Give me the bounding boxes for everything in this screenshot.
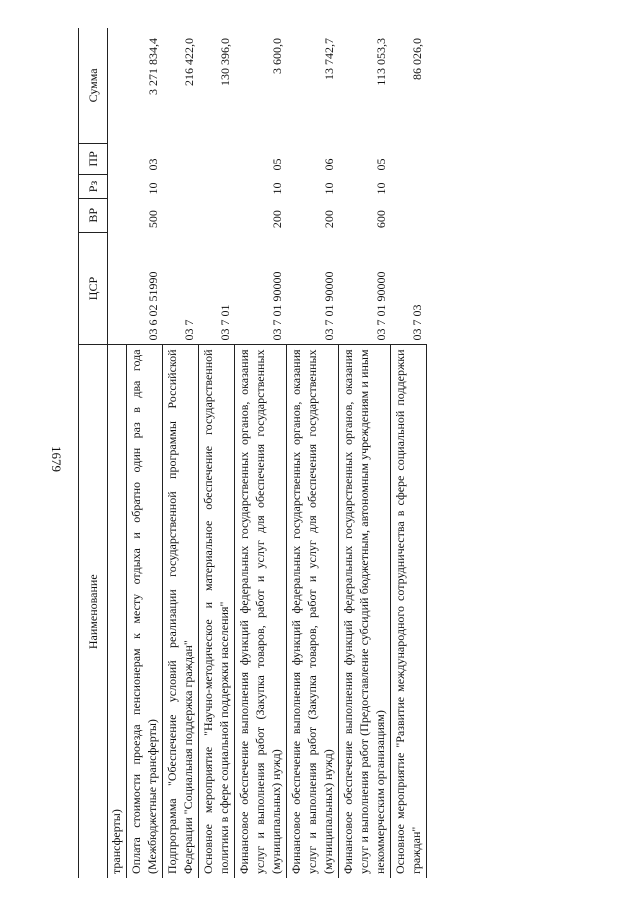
row-sum: 3 271 834,4 [145, 38, 160, 95]
row-name: Основное мероприятие "Развитие международного сотрудничества в сфере социальной поддержки граждан" [391, 345, 427, 878]
row-sum: 86 026,0 [409, 38, 424, 80]
row-pr [391, 143, 427, 174]
column-header-sum: Сумма [79, 28, 108, 143]
row-sum: 13 742,7 [321, 38, 336, 80]
row-sum [108, 28, 127, 143]
row-sum: 130 396,0 [217, 38, 232, 86]
row-vr: 500 [145, 210, 160, 229]
row-vr: 600 [373, 210, 388, 229]
column-header-name: Наименование [79, 345, 108, 878]
row-rz [108, 175, 127, 199]
row-pr [199, 143, 235, 174]
table-row [199, 28, 235, 878]
row-rz: 10 [269, 182, 284, 195]
page-number: 1679 [49, 446, 64, 472]
row-pr: 05 [269, 158, 284, 171]
row-csr: 03 7 01 90000 [321, 271, 336, 341]
table-row [287, 28, 339, 878]
row-name: Финансовое обеспечение выполнения функций федеральных государственных органов, оказания услуг и выполнения работ (Закупка товаров, работ и услуг для обеспечения государственных (муниципальных) нужд) [235, 345, 287, 878]
row-csr: 03 7 01 90000 [269, 271, 284, 341]
table-row [391, 28, 427, 878]
row-rz: 10 [373, 182, 388, 195]
row-name: трансферты) [108, 345, 127, 878]
budget-table [78, 28, 427, 878]
row-vr [108, 199, 127, 233]
row-vr [391, 199, 427, 233]
row-vr: 200 [321, 210, 336, 229]
row-csr: 03 7 01 90000 [373, 271, 388, 341]
column-header-rz: Рз [79, 175, 108, 199]
row-csr [108, 232, 127, 345]
row-rz [163, 175, 199, 199]
row-pr: 05 [373, 158, 388, 171]
row-vr [199, 199, 235, 233]
row-csr: 03 7 [181, 319, 196, 341]
row-csr: 03 7 01 [217, 304, 232, 341]
column-header-pr: ПР [79, 143, 108, 174]
table-row [163, 28, 199, 878]
row-csr: 03 7 03 [409, 304, 424, 341]
row-name: Основное мероприятие "Научно-методическое и материальное обеспечение государственной политики в сфере социальной поддержки населения" [199, 345, 235, 878]
row-sum: 216 422,0 [181, 38, 196, 86]
row-csr: 03 6 02 51990 [145, 271, 160, 341]
column-header-csr: ЦСР [79, 232, 108, 345]
row-pr: 06 [321, 158, 336, 171]
row-name: Финансовое обеспечение выполнения функций федеральных государственных органов, оказания услуг и выполнения работ (Предоставление субсидий бюджетным, автономным учреждениям и иным некоммерческим организациям) [339, 345, 391, 878]
row-rz: 10 [321, 182, 336, 195]
row-pr [163, 143, 199, 174]
row-vr [163, 199, 199, 233]
column-header-vr: ВР [79, 199, 108, 233]
row-vr: 200 [269, 210, 284, 229]
row-rz [199, 175, 235, 199]
row-name: Подпрограмма "Обеспечение условий реализации государственной программы Российской Федерации "Социальная поддержка граждан" [163, 345, 199, 878]
row-rz: 10 [145, 182, 160, 195]
row-pr [108, 143, 127, 174]
rotated-page-content [78, 28, 592, 878]
table-header-row [79, 28, 108, 878]
row-name: Финансовое обеспечение выполнения функций федеральных государственных органов, оказания услуг и выполнения работ (Закупка товаров, работ и услуг для обеспечения государственных (муниципальных) нужд) [287, 345, 339, 878]
row-pr: 03 [145, 158, 160, 171]
table-row [127, 28, 163, 878]
row-rz [391, 175, 427, 199]
row-name: Оплата стоимости проезда пенсионерам к месту отдыха и обратно один раз в два года (Межбюджетные трансферты) [127, 345, 163, 878]
row-sum: 113 053,3 [373, 38, 388, 86]
table-row [339, 28, 391, 878]
table-row [235, 28, 287, 878]
table-row [108, 28, 127, 878]
row-sum: 3 600,0 [269, 38, 284, 74]
